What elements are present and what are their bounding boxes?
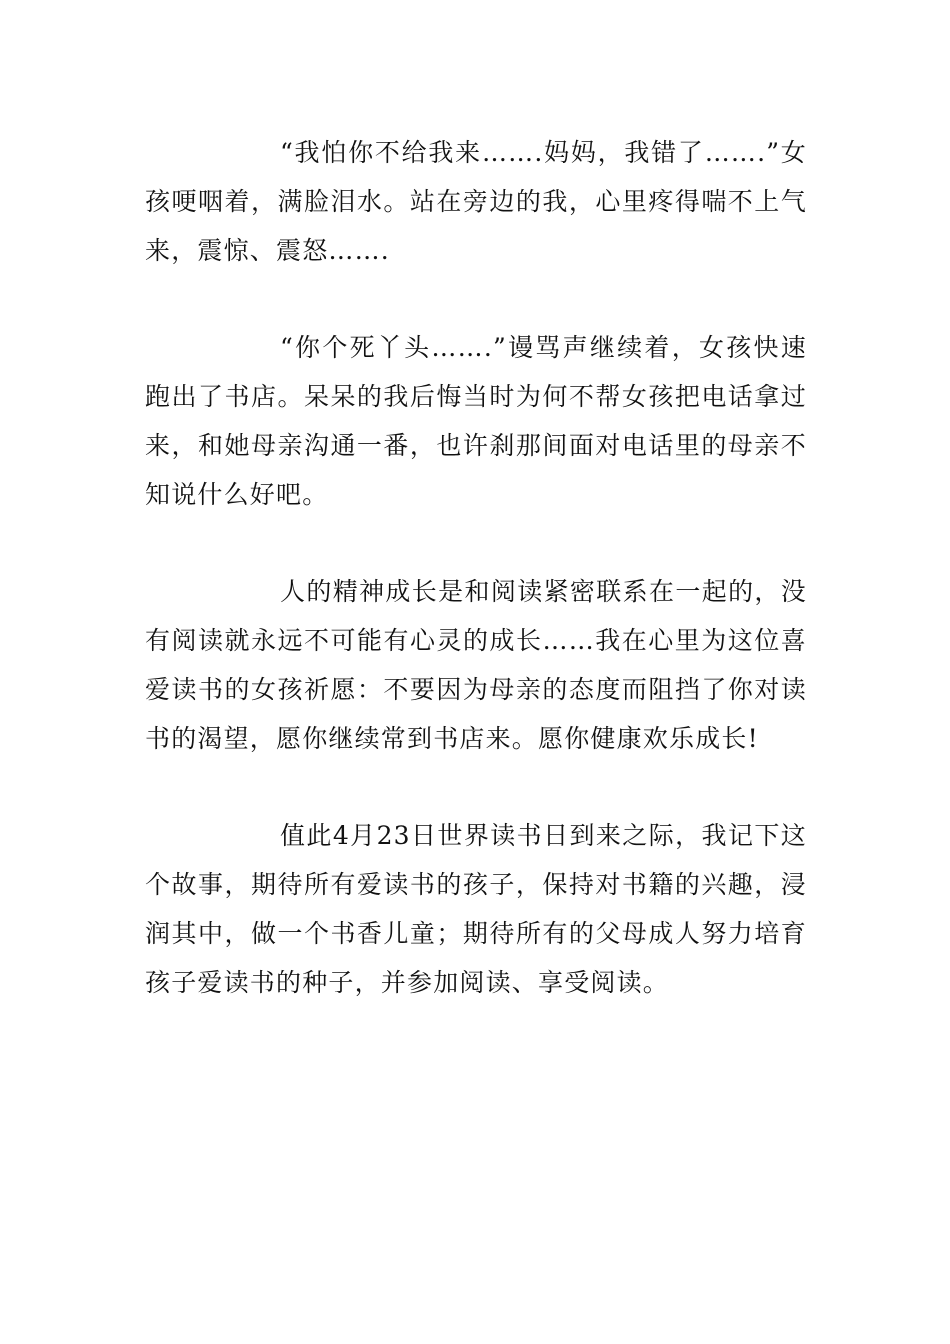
paragraph-4: 值此4月23日世界读书日到来之际，我记下这个故事，期待所有爱读书的孩子，保持对书籍的兴趣，浸润其中，做一个书香儿童；期待所有的父母成人努力培育孩子爱读书的种子，并参加阅读、享受阅读。 — [145, 821, 807, 997]
paragraph-1: “我怕你不给我来…….妈妈，我错了…….”女孩哽咽着，满脸泪水。站在旁边的我，心里疼得喘不上气来，震惊、震怒……. — [145, 138, 807, 265]
paragraph-3: 人的精神成长是和阅读紧密联系在一起的，没有阅读就永远不可能有心灵的成长……我在心里为这位喜爱读书的女孩祈愿：不要因为母亲的态度而阻挡了你对读书的渴望，愿你继续常到书店来。愿你健康欢乐成长! — [145, 577, 807, 753]
document-page — [145, 128, 807, 1007]
paragraph-2: “你个死丫头…….”谩骂声继续着，女孩快速跑出了书店。呆呆的我后悔当时为何不帮女孩把电话拿过来，和她母亲沟通一番，也许刹那间面对电话里的母亲不知说什么好吧。 — [145, 333, 807, 509]
